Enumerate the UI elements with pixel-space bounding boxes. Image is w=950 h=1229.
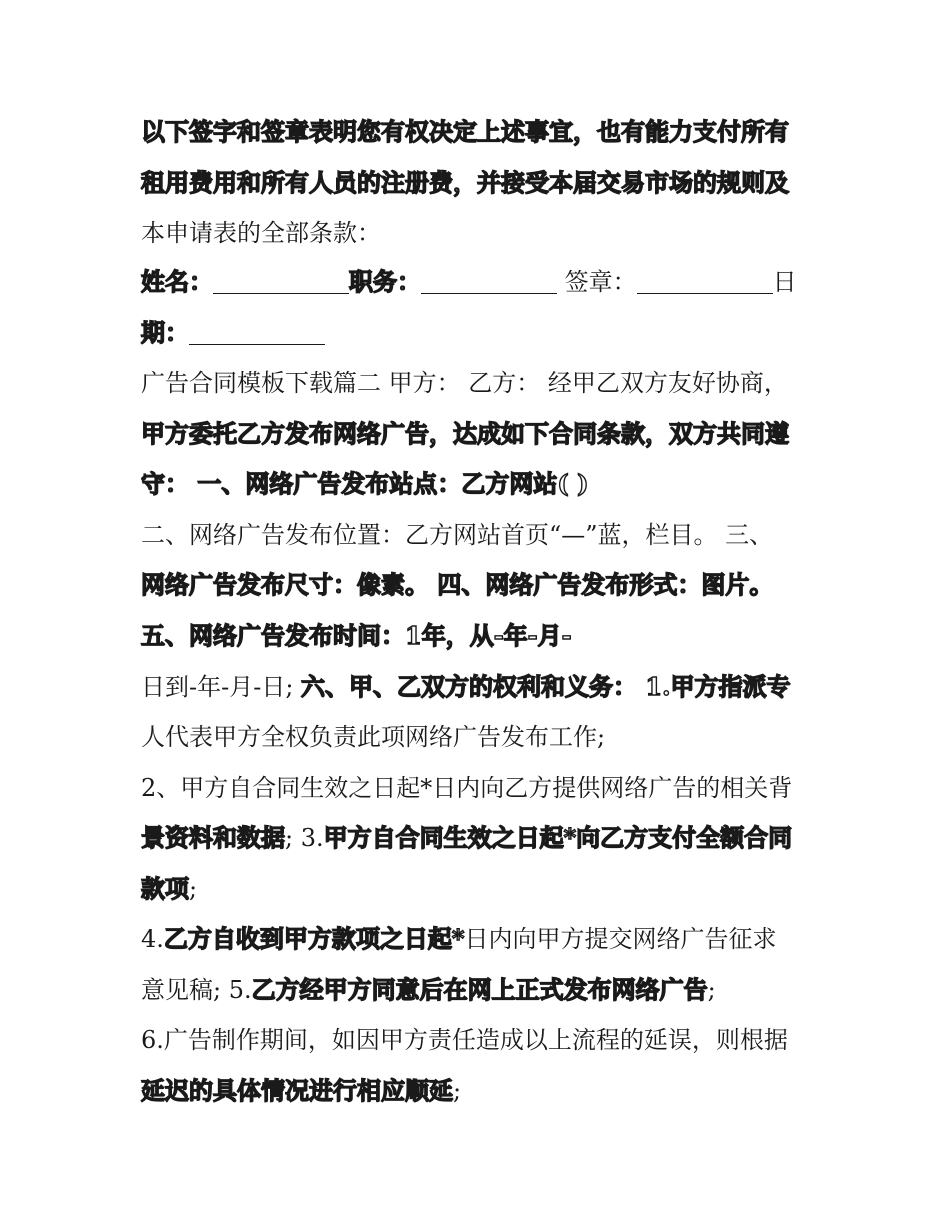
name-blank — [213, 269, 349, 294]
position-blank — [421, 269, 557, 294]
position-label: 职务： — [349, 267, 421, 296]
line13-c: ; — [707, 976, 716, 1004]
line12-c: 日内向甲方提交网络广告征求 — [464, 925, 777, 953]
signature-line — [141, 265, 821, 299]
section2-line15 — [141, 1074, 821, 1108]
line15-b: ; — [453, 1077, 462, 1105]
section2-line3: 守： 一、网络广告发布站点：乙方网站( ) — [141, 469, 589, 498]
section2-line1: 广告合同模板下载篇二 甲方： 乙方： 经甲乙双方友好协商， — [141, 369, 788, 397]
line13-a: 意见稿; 5. — [141, 976, 252, 1004]
line7-rights-heading: 六、甲、乙双方的权利和义务： 1.甲方指派专 — [301, 672, 791, 701]
line11-a: 款项 — [141, 874, 189, 903]
section2-line4: 二、网络广告发布位置：乙方网站首页“—”蓝，栏目。 三、 — [141, 521, 774, 549]
seal-label: 签章： — [564, 268, 637, 296]
seal-blank — [637, 269, 773, 294]
para1-line2: 租用费用和所有人员的注册费，并接受本届交易市场的规则及 — [141, 168, 789, 197]
date-label-part1: 日 — [772, 268, 797, 296]
line12-a: 4. — [141, 925, 164, 953]
section2-line11 — [141, 872, 821, 906]
section2-line9: 2、甲方自合同生效之日起*日内向乙方提供网络广告的相关背 — [141, 774, 793, 802]
line13-b: 乙方经甲方同意后在网上正式发布网络广告 — [251, 975, 708, 1004]
section2-line6: 五、网络广告发布时间：1年，从-年-月- — [141, 621, 572, 650]
date-label-part2: 期： — [141, 318, 189, 347]
line11-b: ; — [189, 875, 198, 903]
section2-line8: 人代表甲方全权负责此项网络广告发布工作; — [141, 723, 606, 751]
date-blank — [189, 320, 325, 345]
name-label: 姓名： — [141, 267, 213, 296]
line15-a: 延迟的具体情况进行相应顺延 — [141, 1076, 453, 1105]
line10-b: ; 3. — [285, 824, 324, 852]
line7-date-range: 日到-年-月-日; — [141, 673, 302, 701]
section2-line10 — [141, 821, 821, 855]
para1-line3: 本申请表的全部条款： — [141, 219, 381, 247]
section2-line12 — [141, 922, 821, 956]
line10-a: 景资料和数据 — [141, 823, 285, 852]
line10-c: 甲方自合同生效之日起*向乙方支付全额合同 — [323, 823, 793, 852]
para1-line1: 以下签字和签章表明您有权决定上述事宜，也有能力支付所有 — [141, 117, 789, 146]
section2-line5: 网络广告发布尺寸：像素。 四、网络广告发布形式：图片。 — [141, 570, 774, 599]
date-line — [141, 316, 821, 350]
section2-line7 — [141, 670, 821, 704]
line12-b: 乙方自收到甲方款项之日起* — [163, 924, 465, 953]
section2-line2: 甲方委托乙方发布网络广告，达成如下合同条款，双方共同遵 — [141, 419, 789, 448]
section2-line14: 6.广告制作期间，如因甲方责任造成以上流程的延误，则根据 — [141, 1026, 788, 1054]
section2-line13 — [141, 973, 821, 1007]
